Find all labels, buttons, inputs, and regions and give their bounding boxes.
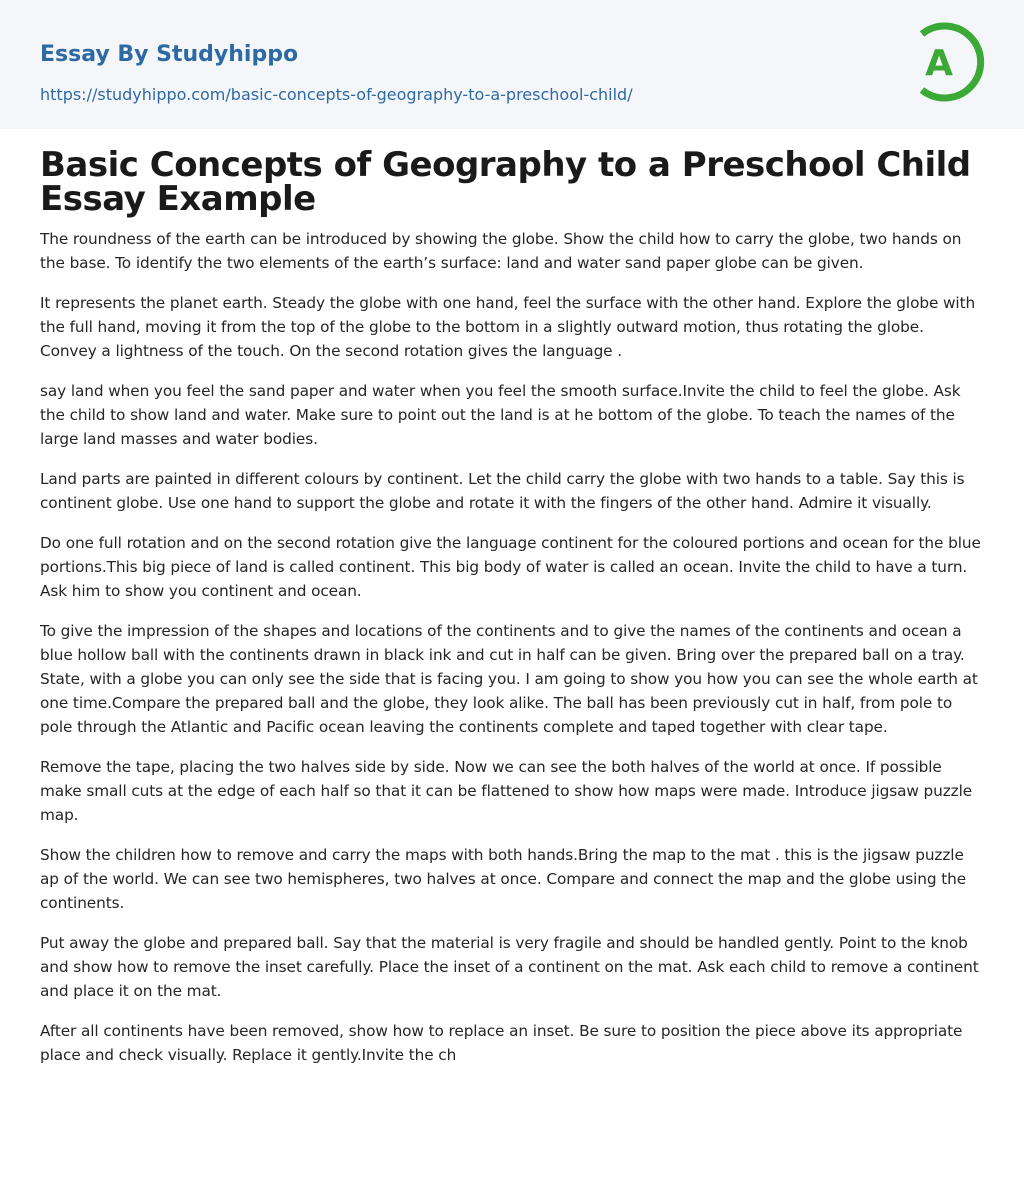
essay-paragraph: Do one full rotation and on the second rotation give the language continent for the coloured portions and ocean for the blue portions.This big piece of land is called continent. This big body of water is called an ocean. Invite the child to have a turn. Ask him to show you continent and ocean. (40, 534, 981, 600)
essay-url-link[interactable]: https://studyhippo.com/basic-concepts-of-geography-to-a-preschool-child/ (40, 85, 633, 104)
studyhippo-logo-icon[interactable] (910, 18, 990, 106)
essay-paragraph: Remove the tape, placing the two halves side by side. Now we can see the both halves of the world at once. If possible make small cuts at the edge of each half so that it can be flattened to show how maps were made. Introduce jigsaw puzzle map. (40, 758, 973, 824)
site-header (0, 0, 1024, 129)
essay-paragraph: After all continents have been removed, show how to replace an inset. Be sure to position the piece above its appropriate place and check visually. Replace it gently.Invite the ch (40, 1022, 963, 1064)
brand-title[interactable]: Essay By Studyhippo (40, 42, 299, 67)
essay-paragraph: say land when you feel the sand paper and water when you feel the smooth surface.Invite the child to feel the globe. Ask the child to show land and water. Make sure to point out the land is at he bottom of the globe. To teach the names of the large land masses and water bodies. (40, 382, 961, 448)
essay-body (40, 227, 984, 1067)
page-title: Basic Concepts of Geography to a Preschool Child Essay Example (40, 145, 971, 219)
essay-paragraph: The roundness of the earth can be introduced by showing the globe. Show the child how to carry the globe, two hands on the base. To identify the two elements of the earth’s surface: land and water sand paper globe can be given. (40, 230, 962, 272)
essay-paragraph: To give the impression of the shapes and locations of the continents and to give the names of the continents and ocean a blue hollow ball with the continents drawn in black ink and cut in half can be given. Bring over the prepared ball on a tray. State, with a globe you can only see the side that is facing you. I am going to show you how you can see the whole earth at one time.Compare the prepared ball and the globe, they look alike. The ball has been previously cut in half, from pole to pole through the Atlantic and Pacific ocean leaving the continents complete and taped together with clear tape. (40, 622, 978, 736)
essay-paragraph: Land parts are painted in different colours by continent. Let the child carry the globe with two hands to a table. Say this is continent globe. Use one hand to support the globe and rotate it with the fingers of the other hand. Admire it visually. (40, 470, 965, 512)
essay-paragraph: Put away the globe and prepared ball. Say that the material is very fragile and should be handled gently. Point to the knob and show how to remove the inset carefully. Place the inset of a continent on the mat. Ask each child to remove a continent and place it on the mat. (40, 934, 979, 1000)
essay-paragraph: Show the children how to remove and carry the maps with both hands.Bring the map to the mat . this is the jigsaw puzzle ap of the world. We can see two hemispheres, two halves at once. Compare and connect the map and the globe using the continents. (40, 846, 967, 912)
logo-letter: A (925, 43, 953, 84)
essay-paragraph: It represents the planet earth. Steady the globe with one hand, feel the surface with the other hand. Explore the globe with the full hand, moving it from the top of the globe to the bottom in a slightly outward motion, thus rotating the globe. Convey a lightness of the touch. On the second rotation gives the language . (40, 294, 976, 360)
essay-content (0, 129, 1024, 1067)
